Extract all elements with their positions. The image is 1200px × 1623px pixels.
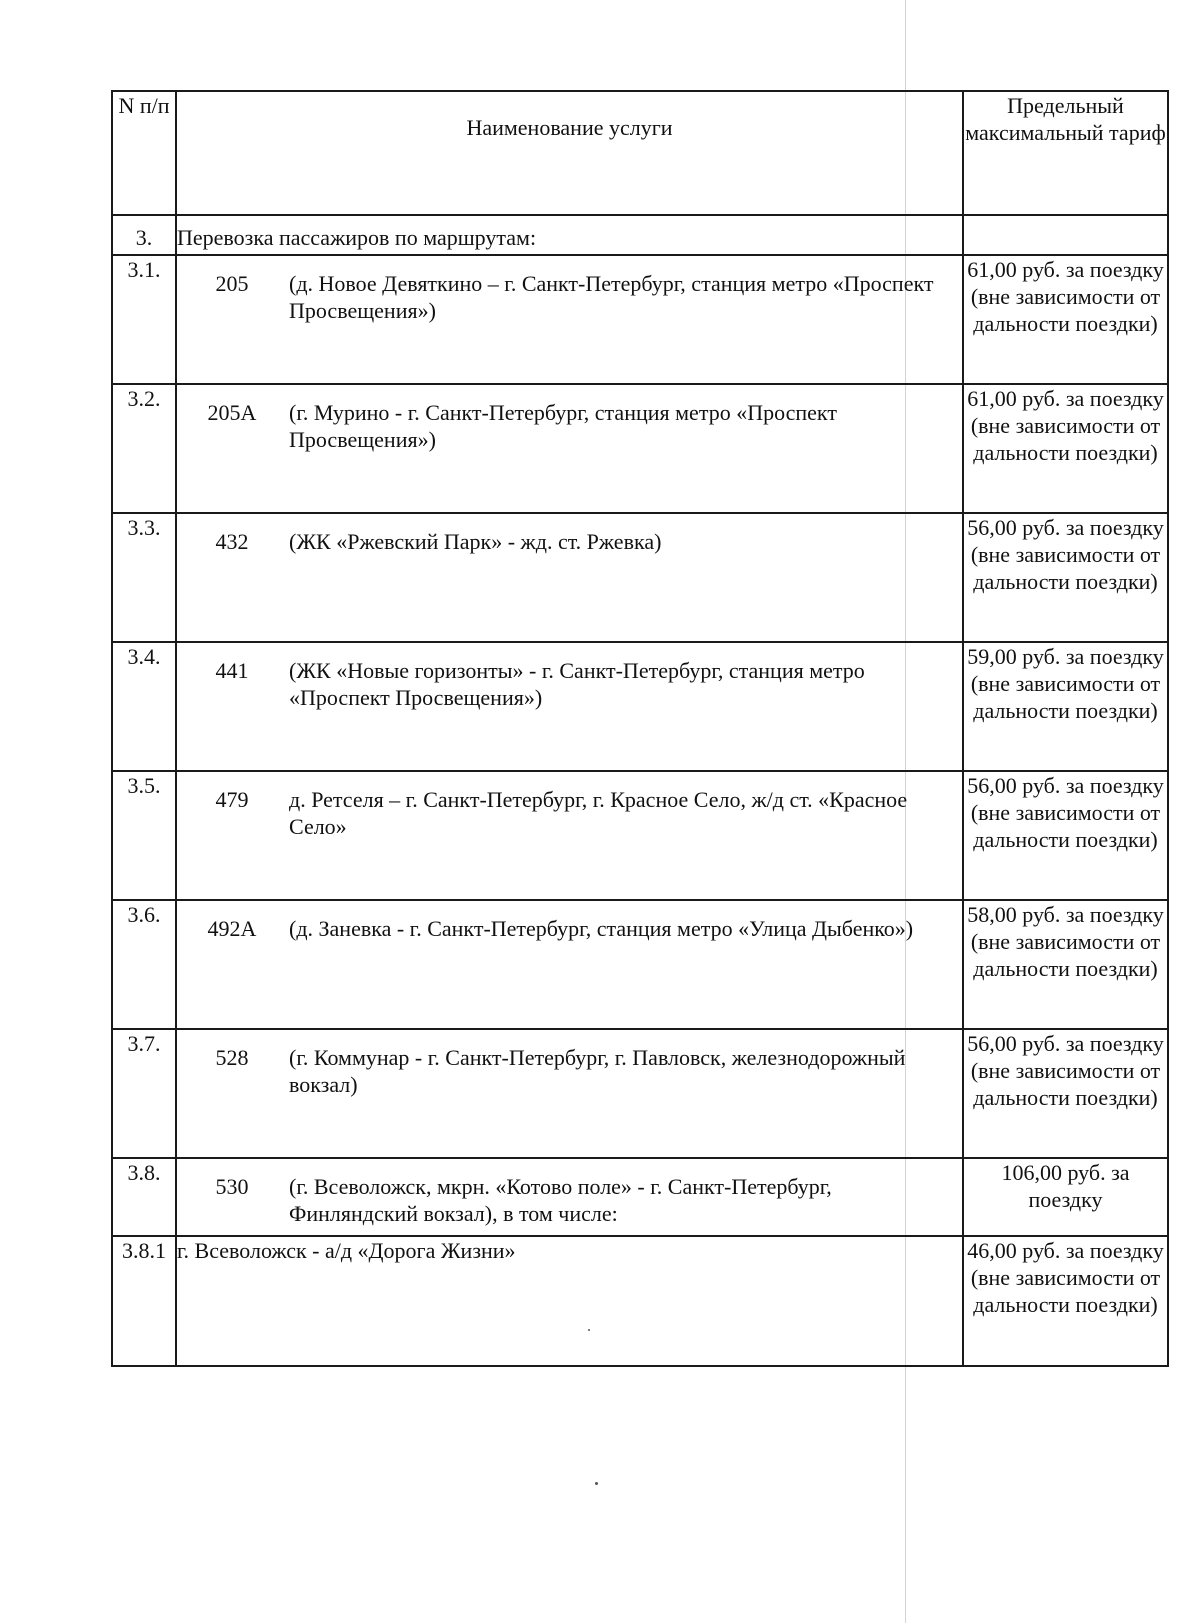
route-cell [176,1029,963,1158]
route-cell [176,1158,963,1236]
route-tariff: 61,00 руб. за поездку (вне зависимости от дальности поездки) [963,255,1168,384]
table-row [112,642,1168,771]
route-code: 205А [207,400,257,425]
header-number: N п/п [112,91,176,215]
row-number: 3.7. [112,1029,176,1158]
section-number: 3. [112,215,176,255]
route-description: (г. Всеволожск, мкрн. «Котово поле» - г. Санкт-Петербург, Финляндский вокзал), в том числе: [289,1174,832,1226]
table-header-row [112,91,1168,215]
row-number: 3.8. [112,1158,176,1236]
route-tariff: 56,00 руб. за поездку (вне зависимости от дальности поездки) [963,1029,1168,1158]
section-price [963,215,1168,255]
table-row [112,1029,1168,1158]
table-row [112,1158,1168,1236]
row-number: 3.2. [112,384,176,513]
route-tariff: 58,00 руб. за поездку (вне зависимости от дальности поездки) [963,900,1168,1029]
route-description: (г. Коммунар - г. Санкт-Петербург, г. Павловск, железнодорожный вокзал) [289,1045,906,1097]
route-tariff: 56,00 руб. за поездку (вне зависимости от дальности поездки) [963,513,1168,642]
route-description: (г. Мурино - г. Санкт-Петербург, станция метро «Проспект Просвещения») [289,400,837,452]
scan-speck [595,1482,598,1485]
row-number: 3.3. [112,513,176,642]
route-cell [176,642,963,771]
route-description: (д. Новое Девяткино – г. Санкт-Петербург, станция метро «Проспект Просвещения») [289,271,934,323]
section-title: Перевозка пассажиров по маршрутам: [176,215,963,255]
subroute-tariff: 46,00 руб. за поездку (вне зависимости от дальности поездки) [963,1236,1168,1366]
route-code: 432 [215,529,249,554]
route-code: 441 [215,658,249,683]
header-service-name: Наименование услуги [176,91,963,215]
section-row [112,215,1168,255]
route-code: 479 [215,787,249,812]
route-tariff: 59,00 руб. за поездку (вне зависимости от дальности поездки) [963,642,1168,771]
row-number: 3.8.1 [112,1236,176,1366]
route-code: 530 [215,1174,249,1199]
route-code: 528 [215,1045,249,1070]
row-number: 3.4. [112,642,176,771]
route-tariff: 106,00 руб. за поездку [963,1158,1168,1236]
route-description: (ЖК «Ржевский Парк» - жд. ст. Ржевка) [289,529,662,554]
header-max-tariff: Предельный максимальный тариф [963,91,1168,215]
table-row [112,771,1168,900]
route-description: (д. Заневка - г. Санкт-Петербург, станция метро «Улица Дыбенко») [289,916,914,941]
subroute-description: г. Всеволожск - а/д «Дорога Жизни» [176,1236,963,1366]
route-description: д. Ретселя – г. Санкт-Петербург, г. Красное Село, ж/д ст. «Красное Село» [289,787,908,839]
table-row [112,384,1168,513]
route-code: 205 [215,271,249,296]
route-cell [176,384,963,513]
table-row [112,1236,1168,1366]
route-cell [176,771,963,900]
table-row [112,255,1168,384]
row-number: 3.6. [112,900,176,1029]
table-row [112,900,1168,1029]
route-tariff: 56,00 руб. за поездку (вне зависимости от дальности поездки) [963,771,1168,900]
route-tariff: 61,00 руб. за поездку (вне зависимости от дальности поездки) [963,384,1168,513]
row-number: 3.5. [112,771,176,900]
route-description: (ЖК «Новые горизонты» - г. Санкт-Петербург, станция метро «Проспект Просвещения») [289,658,865,710]
route-cell [176,513,963,642]
row-number: 3.1. [112,255,176,384]
route-code: 492А [207,916,257,941]
route-cell [176,900,963,1029]
table-row [112,513,1168,642]
tariff-table [111,90,1169,1367]
route-cell [176,255,963,384]
